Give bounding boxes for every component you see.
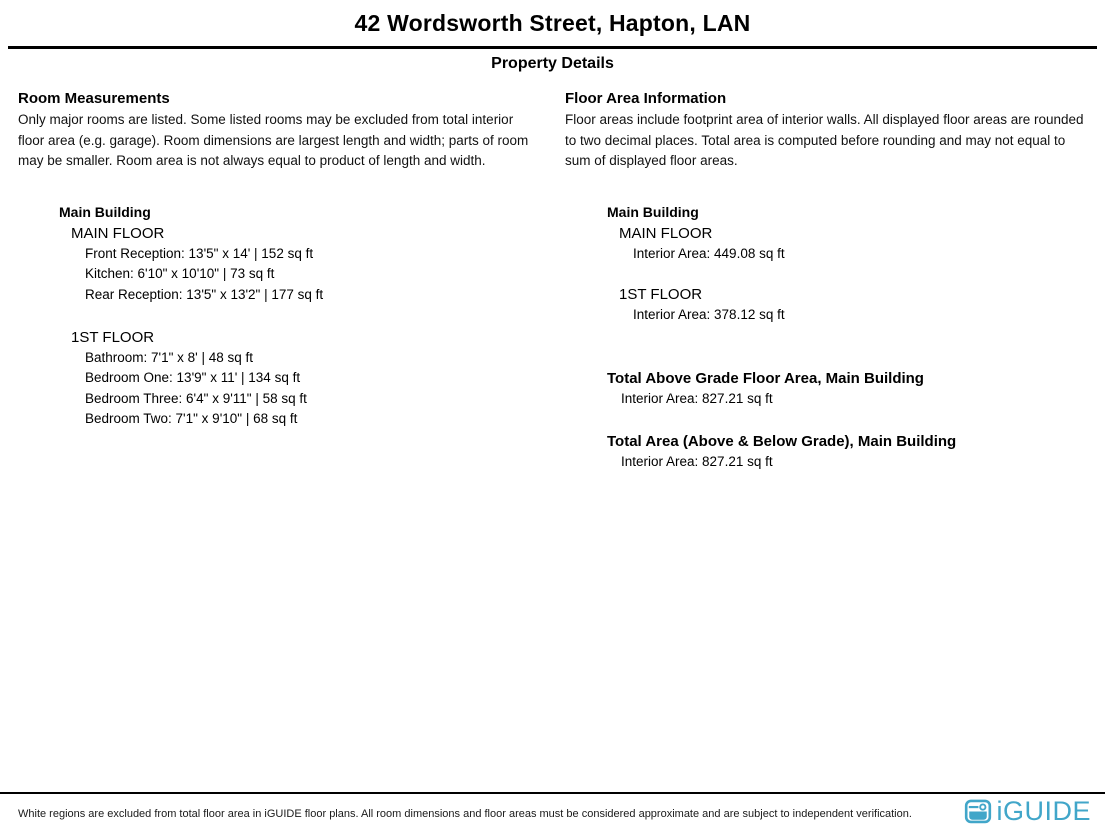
total-above-below-grade-heading: Total Area (Above & Below Grade), Main Building [607, 432, 957, 450]
total-above-below-grade-block [607, 431, 1093, 473]
page-subtitle: Property Details [491, 55, 614, 72]
header-divider [8, 46, 1097, 49]
page-title: 42 Wordsworth Street, Hapton, LAN [354, 10, 751, 36]
footer [0, 792, 1105, 825]
room-item: Bathroom: 7'1" x 8' | 48 sq ft [85, 349, 254, 365]
floor-area-building [607, 202, 1093, 326]
floor-area-description: Floor areas include footprint area of interior walls. All displayed floor areas are rounded to two decimal places. Total area is computed before rounding and may not equal to sum of displayed floor areas. [565, 112, 1084, 169]
room-item: Bedroom Two: 7'1" x 9'10" | 68 sq ft [85, 411, 298, 427]
iguide-logo-text: iGUIDE [996, 796, 1091, 826]
iguide-logo [964, 797, 1091, 825]
room-item: Bedroom One: 13'9" x 11' | 134 sq ft [85, 370, 301, 386]
floor-name: MAIN FLOOR [71, 224, 165, 242]
floor-area-section [565, 90, 1093, 472]
building-name: Main Building [59, 203, 151, 220]
room-list-1st-floor [85, 348, 540, 430]
footer-disclaimer: White regions are excluded from total floor area in iGUIDE floor plans. All room dimensions and floor areas must be considered approximate and are subject to independent verification. [18, 808, 912, 820]
floor-area-heading: Floor Area Information [565, 90, 727, 107]
floor-name: 1ST FLOOR [71, 328, 155, 346]
floor-block-main-floor [71, 223, 540, 306]
room-item: Bedroom Three: 6'4" x 9'11" | 58 sq ft [85, 390, 307, 406]
room-list-main-floor [85, 244, 540, 306]
interior-area-value: Interior Area: 827.21 sq ft [621, 390, 773, 406]
room-item: Rear Reception: 13'5" x 13'2" | 177 sq ft [85, 286, 324, 302]
interior-area-value: Interior Area: 378.12 sq ft [633, 307, 785, 323]
room-measurements-section [18, 90, 540, 430]
total-above-grade-block [607, 368, 1093, 410]
room-measurements-heading: Room Measurements [18, 90, 170, 107]
building-name: Main Building [607, 203, 699, 220]
room-measurements-description: Only major rooms are listed. Some listed rooms may be excluded from total interior floor area (e.g. garage). Room dimensions are largest length and width; parts of room may be smaller. Room area is not always equal to product of length and width. [18, 112, 529, 169]
room-item: Kitchen: 6'10" x 10'10" | 73 sq ft [85, 266, 275, 282]
interior-area-value: Interior Area: 449.08 sq ft [633, 245, 785, 261]
floor-name: 1ST FLOOR [619, 286, 703, 304]
iguide-camera-icon [964, 797, 992, 825]
floor-area-1st-floor [619, 284, 1093, 326]
room-measurements-building [59, 202, 540, 430]
floor-name: MAIN FLOOR [619, 224, 713, 242]
interior-area-value: Interior Area: 827.21 sq ft [621, 453, 773, 469]
total-above-grade-heading: Total Above Grade Floor Area, Main Building [607, 369, 924, 387]
floor-area-main-floor [619, 223, 1093, 265]
room-item: Front Reception: 13'5" x 14' | 152 sq ft [85, 245, 314, 261]
floor-block-1st-floor [71, 327, 540, 430]
